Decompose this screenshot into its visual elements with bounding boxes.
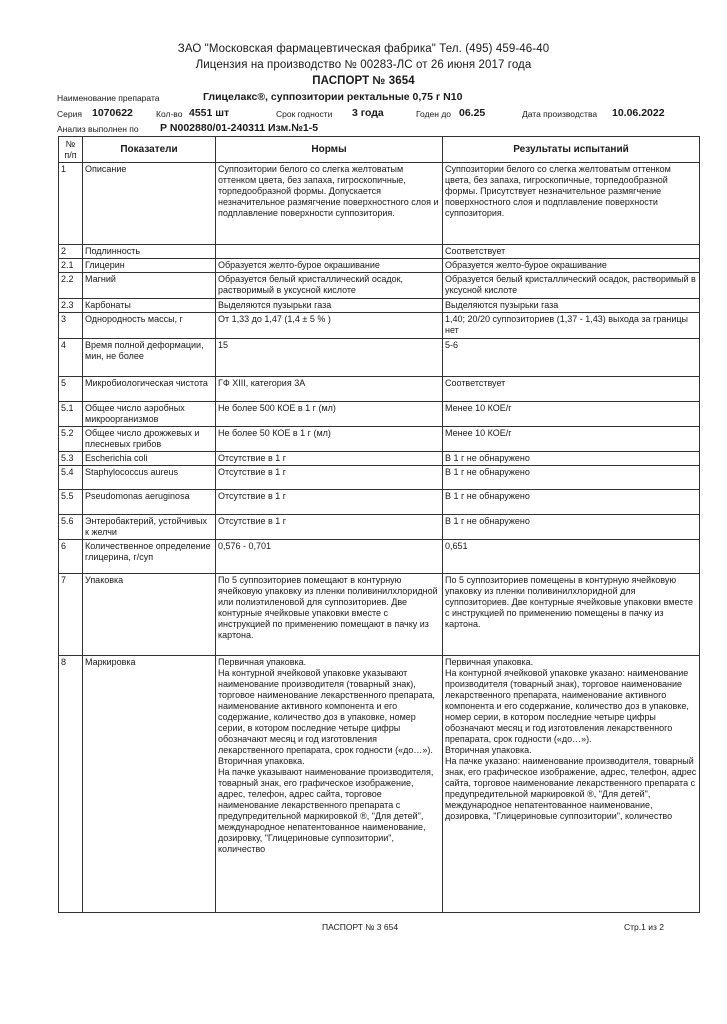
table-row [59,245,700,259]
qty-value [189,107,229,119]
row-number: 2.1 [59,259,83,273]
table-row [59,259,700,273]
shelf-value-text: 3 года [352,107,384,119]
row-indicator: Общее число дрожжевых и плесневых грибов [83,427,216,452]
row-indicator: Микробиологическая чистота [83,377,216,402]
analysis-value-text: Р N002880/01-240311 Изм.№1-5 [160,122,319,134]
row-norm: Первичная упаковка. На контурной ячейковой упаковке указывают наименование производителя (товарный знак), торговое наименование лекарственного препарата, наименование активного компонента и его содержание, количество доз в упаковке, номер серии, в котором последние четыре цифры обозначают месяц и год изготовления лекарственного препарата, срок годности («до…»). Вторичная упаковка. На пачке указывают наименование производителя, товарный знак, его графическое изображение, адрес, телефон, адрес сайта, торговое наименование лекарственного препарата с предупредительной маркировкой ®, "Для детей", международное непатентованное наименование, дозировку, "Глицериновые суппозитории", количество [216,656,443,913]
row-result: 1,40; 20/20 суппозиториев (1,37 - 1,43) выхода за границы нет [443,313,700,339]
row-result: Первичная упаковка. На контурной ячейковой упаковке указано: наименование производителя (товарный знак), торговое наименование лекарственного препарата, наименование активного компонента и его содержание, количество доз в упаковке, номер серии, в котором последние четыре цифры обозначают месяц и год изготовления лекарственного препарата, срок годности («до…»). Вторичная упаковка. На пачке указано: наименование производителя, товарный знак, его графическое изображение, адрес, телефон, адрес сайта, торговое наименование лекарственного препарата с предупредительной маркировкой ®, "Для детей", международное непатентованное наименование, дозировка, "Глицериновые суппозитории", количество [443,656,700,913]
row-result: В 1 г не обнаружено [443,452,700,466]
qty-label: Кол-во [156,109,183,119]
drug-name [203,91,462,103]
row-number: 5.6 [59,515,83,540]
row-norm: 15 [216,339,443,377]
row-number: 5.3 [59,452,83,466]
row-result: В 1 г не обнаружено [443,466,700,490]
row-result: 0,651 [443,540,700,574]
table-row [59,466,700,490]
prod-date-value-text: 10.06.2022 [612,107,665,119]
row-indicator: Escherichia coli [83,452,216,466]
row-norm: Образуется белый кристаллический осадок, растворимый в уксусной кислоте [216,273,443,299]
row-indicator: Время полной деформации, мин, не более [83,339,216,377]
row-norm: Отсутствие в 1 г [216,515,443,540]
row-result: Менее 10 КОЕ/г [443,427,700,452]
row-result: Соответствует [443,245,700,259]
row-norm: ГФ XIII, категория 3А [216,377,443,402]
table-header-row [59,137,700,163]
prod-date-value [612,107,665,119]
table-row [59,339,700,377]
prod-date-label: Дата производства [522,109,598,119]
company-line: ЗАО "Московская фармацевтическая фабрика" Тел. (495) 459-46-40 [177,43,550,55]
table-row [59,490,700,515]
row-indicator: Подлинность [83,245,216,259]
col-header-result: Результаты испытаний [443,137,700,163]
row-norm: 0,576 - 0,701 [216,540,443,574]
row-number: 2.3 [59,299,83,313]
row-result: Образуется желто-бурое окрашивание [443,259,700,273]
row-number: 8 [59,656,83,913]
valid-value [459,107,485,119]
row-indicator: Описание [83,163,216,245]
table-row [59,656,700,913]
table-row [59,313,700,339]
row-indicator: Общее число аэробных микроорганизмов [83,402,216,427]
row-norm: По 5 суппозиториев помещают в контурную ячейковую упаковку из пленки поливинилхлоридной или полиэтиленовой для суппозиториев. Две контурные ячейковые упаковки вместе с инструкцией по применению помещают в пачку из картона. [216,574,443,656]
table-row [59,540,700,574]
row-number: 2 [59,245,83,259]
passport-table [58,136,700,913]
row-number: 6 [59,540,83,574]
valid-label: Годен до [416,109,452,119]
series-value-text: 1070622 [92,107,133,119]
row-indicator: Магний [83,273,216,299]
row-norm: Образуется желто-бурое окрашивание [216,259,443,273]
row-number: 4 [59,339,83,377]
table-row [59,427,700,452]
drug-label: Наименование препарата [57,93,160,103]
table-row [59,452,700,466]
footer-passport-ref: ПАСПОРТ № 3 654 [322,922,399,932]
row-norm: Суппозитории белого со слегка желтоватым оттенком цвета, без запаха, гигроскопичные, торпедообразной формы. Допускается незначительное размягчение поверхностного слоя и подплавление поверхности суппозитория. [216,163,443,245]
valid-value-text: 06.25 [459,107,486,119]
license-line: Лицензия на производство № 00283-ЛС от 26 июня 2017 года [195,59,532,71]
col-header-num: № п/п [59,137,83,163]
shelf-value [352,107,384,119]
row-result: Выделяются пузырьки газа [443,299,700,313]
row-number: 1 [59,163,83,245]
row-norm: Отсутствие в 1 г [216,490,443,515]
series-value [92,107,133,119]
row-number: 2.2 [59,273,83,299]
row-norm: Отсутствие в 1 г [216,466,443,490]
row-indicator: Энтеробактерий, устойчивых к желчи [83,515,216,540]
row-indicator: Однородность массы, г [83,313,216,339]
row-number: 3 [59,313,83,339]
row-number: 5 [59,377,83,402]
row-number: 5.1 [59,402,83,427]
row-result: 5-6 [443,339,700,377]
row-indicator: Pseudomonas aeruginosa [83,490,216,515]
row-result: По 5 суппозиториев помещены в контурную ячейковую упаковку из пленки поливинилхлоридной для суппозиториев. Две контурные ячейковые упаковки вместе с инструкцией по применению помещены в пачку из картона. [443,574,700,656]
col-header-norm: Нормы [216,137,443,163]
table-body [59,163,700,913]
drug-name-value: Глицелакс®, суппозитории ректальные 0,75 г N10 [203,91,463,103]
table-row [59,299,700,313]
table-row [59,402,700,427]
row-result: В 1 г не обнаружено [443,515,700,540]
row-result: Образуется белый кристаллический осадок, растворимый в уксусной кислоте [443,273,700,299]
row-result: В 1 г не обнаружено [443,490,700,515]
table-row [59,273,700,299]
row-norm: Выделяются пузырьки газа [216,299,443,313]
table-row [59,574,700,656]
series-label: Серия [57,109,82,119]
row-number: 5.2 [59,427,83,452]
analysis-value [160,122,318,134]
row-norm: Не более 50 КОЕ в 1 г (мл) [216,427,443,452]
qty-value-text: 4551 шт [189,107,230,119]
row-result: Суппозитории белого со слегка желтоватым оттенком цвета, без запаха, гигроскопичные, торпедообразной формы. Присутствует незначительное размягчение поверхностного слоя и подплавление поверхности суппозитория. [443,163,700,245]
row-result: Соответствует [443,377,700,402]
table-row [59,515,700,540]
row-indicator: Упаковка [83,574,216,656]
row-indicator: Карбонаты [83,299,216,313]
row-norm: От 1,33 до 1,47 (1,4 ± 5 % ) [216,313,443,339]
row-norm: Не более 500 КОЕ в 1 г (мл) [216,402,443,427]
shelf-label: Срок годности [276,109,333,119]
row-number: 5.4 [59,466,83,490]
passport-title: ПАСПОРТ № 3654 [312,75,415,87]
footer-page-label: Стр.1 из 2 [624,922,664,932]
row-norm [216,245,443,259]
row-number: 5.5 [59,490,83,515]
row-indicator: Глицерин [83,259,216,273]
row-indicator: Staphylococcus aureus [83,466,216,490]
row-indicator: Маркировка [83,656,216,913]
row-norm: Отсутствие в 1 г [216,452,443,466]
table-row [59,163,700,245]
analysis-label: Анализ выполнен по [57,124,139,134]
row-number: 7 [59,574,83,656]
table-row [59,377,700,402]
col-header-indicator: Показатели [83,137,216,163]
row-result: Менее 10 КОЕ/г [443,402,700,427]
row-indicator: Количественное определение глицерина, г/суп [83,540,216,574]
